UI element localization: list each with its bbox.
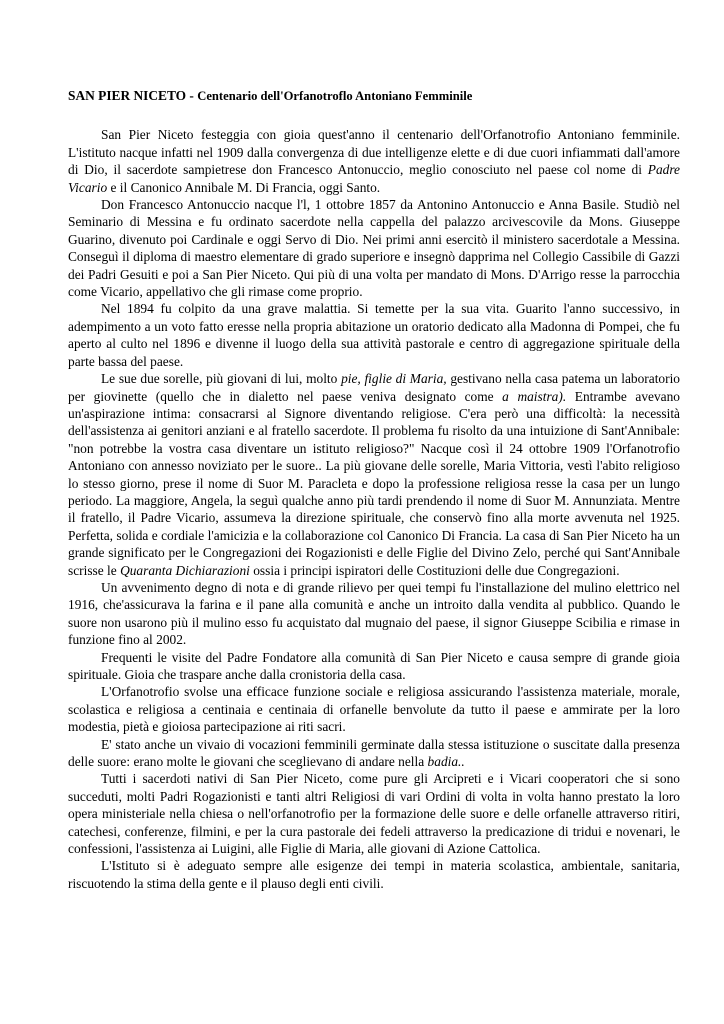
italic-text: badia.. (427, 754, 465, 770)
paragraph-text: Un avvenimento degno di nota e di grande rilievo per quei tempi fu l'installazione del mulino elettrico nel 1916, che'assicurava la farina e il pane alla comunità e anche un introito dalla vendita al pubblico. Quando le suore non usarono più il mulino esso fu acquistato dal mugnaio del paese, il signor Giuseppe Scibilia e rimase in funzione fino al 2002. (68, 579, 680, 648)
paragraph (68, 649, 680, 684)
paragraph (68, 683, 680, 735)
document-body (68, 126, 680, 892)
paragraph (68, 300, 680, 370)
paragraph-text: E' stato anche un vivaio di vocazioni femminili germinate dalla stessa istituzione o suscitate dalla presenza delle suore: erano molte le giovani che sceglievano di andare nella (68, 736, 680, 770)
title-subject: Centenario dell'Orfanotroflo Antoniano Femminile (197, 89, 473, 103)
paragraph-text: e il Canonico Annibale M. Di Francia, oggi Santo. (107, 179, 381, 195)
paragraph (68, 736, 680, 771)
italic-text: a maistra). (502, 388, 567, 404)
paragraph-text: San Pier Niceto festeggia con gioia quest'anno il centenario dell'Orfanotrofio Antoniano femminile. L'istituto nacque infatti nel 1909 dalla convergenza di due intelligenze elette e di due cuori infiammati dall'amore di Dio, il sacerdote sampietrese don Francesco Antonuccio, meglio conosciuto nel paese col nome di (68, 127, 680, 178)
document-title (68, 87, 680, 105)
paragraph-text: Don Francesco Antonuccio nacque l'l, 1 ottobre 1857 da Antonino Antonuccio e Anna Basile. Studiò nel Seminario di Messina e fu ordinato sacerdote nella cappella del palazzo arcivescovile da Mons. Giuseppe Guarino, divenuto poi Cardinale e oggi Servo di Dio. Nei primi anni esercitò il ministero sacerdotale a Messina. Conseguì il diploma di maestro elementare di grado superiore e insegnò dapprima nel Collegio Cassibile di Gazzi dei Padri Gesuiti e poi a San Pier Niceto. Qui più di una volta per mandato di Mons. D'Arrigo resse la parrocchia come Vicario, appellativo che gli rimase come proprio. (68, 197, 680, 300)
paragraph-text: ossia i principi ispiratori delle Costituzioni delle due Congregazioni. (249, 562, 620, 578)
italic-text: Quaranta Dichiarazioni (120, 562, 250, 578)
italic-text: pie, figlie di Maria, (341, 371, 447, 387)
document-page (68, 87, 680, 892)
paragraph-text: Entrambe avevano un'aspirazione intima: consacrarsi al Signore diventando religiose. C'era però una difficoltà: la necessità dell'assistenza ai genitori anziani e al fratello sacerdote. Il problema fu risolto da una intuizione di Sant'Annibale: "non potrebbe la vostra casa diventare un istituto religioso?" Nacque così il 24 ottobre 1909 l'Orfanotrofio Antoniano con annesso noviziato per le suore.. La più giovane delle sorelle, Maria Vittoria, vestì l'abito religioso lo stesso giorno, prese il nome di Suor M. Paracleta e dopo la professione religiosa resse la casa per un lungo periodo. La maggiore, Angela, la seguì qualche anno più tardi prendendo il nome di Suor M. Annunziata. Mentre il fratello, il Padre Vicario, assumeva la direzione spirituale, che conservò fino alla morte avvenuta nel 1925. Perfetta, solida e cordiale l'amicizia e la collaborazione col Canonico Di Francia. La casa di San Pier Niceto ha un grande significato per le Congregazioni dei Rogazionisti e delle Figlie del Divino Zelo, perché qui Sant'Annibale scrisse le (68, 388, 681, 578)
paragraph-text: Le sue due sorelle, più giovani di lui, molto (101, 371, 342, 387)
paragraph-text: Tutti i sacerdoti nativi di San Pier Niceto, come pure gli Arcipreti e i Vicari cooperatori che si sono succeduti, molti Padri Rogazionisti e tanti altri Religiosi di vari Ordini di volta in volta hanno prestato la loro opera ministeriale nella chiesa o nell'orfanotrofio per la formazione delle suore e delle orfanelle attraverso ritiri, catechesi, conferenze, filmini, e per la cura pastorale dei fedeli attraverso la predicazione di tridui e novenari, le confessioni, l'assistenza ai Luigini, alle Figlie di Maria, alle giovani di Azione Cattolica. (68, 771, 680, 857)
paragraph-text: L'Orfanotrofio svolse una efficace funzione sociale e religiosa assicurando l'assistenza materiale, morale, scolastica e religiosa a centinaia e centinaia di orfanelle benvolute da tutto il paese e ammirate per la loro modestia, pietà e gioiosa partecipazione ai riti sacri. (68, 684, 680, 735)
paragraph-text: Frequenti le visite del Padre Fondatore alla comunità di San Pier Niceto e causa sempre di grande gioia spirituale. Gioia che traspare anche dalla cronistoria della casa. (68, 649, 680, 682)
paragraph-text: Nel 1894 fu colpito da una grave malattia. Si temette per la sua vita. Guarito l'anno successivo, in adempimento a un voto fatto eresse nella propria abitazione un oratorio dedicato alla Madonna di Pompei, che fu aperto al culto nel 1896 e divenne il luogo della sua attività pastorale e centro di aggregazione spirituale della parte bassa del paese. (68, 301, 680, 369)
paragraph-text: gestivano nella casa patema un laboratorio per giovinette (quello che in dialetto nel paese veniva designato come (68, 371, 680, 404)
paragraph-text: L'Istituto si è adeguato sempre alle esigenze dei tempi in materia scolastica, ambientale, sanitaria, riscuotendo la stima della gente e il plauso degli enti civili. (68, 858, 680, 891)
paragraph (68, 857, 680, 892)
paragraph (68, 196, 680, 300)
title-place: SAN PIER NICETO - (68, 88, 198, 103)
paragraph (68, 370, 680, 579)
paragraph (68, 579, 680, 649)
italic-text: Padre Vicario (68, 162, 680, 195)
paragraph (68, 126, 680, 196)
paragraph (68, 770, 680, 857)
